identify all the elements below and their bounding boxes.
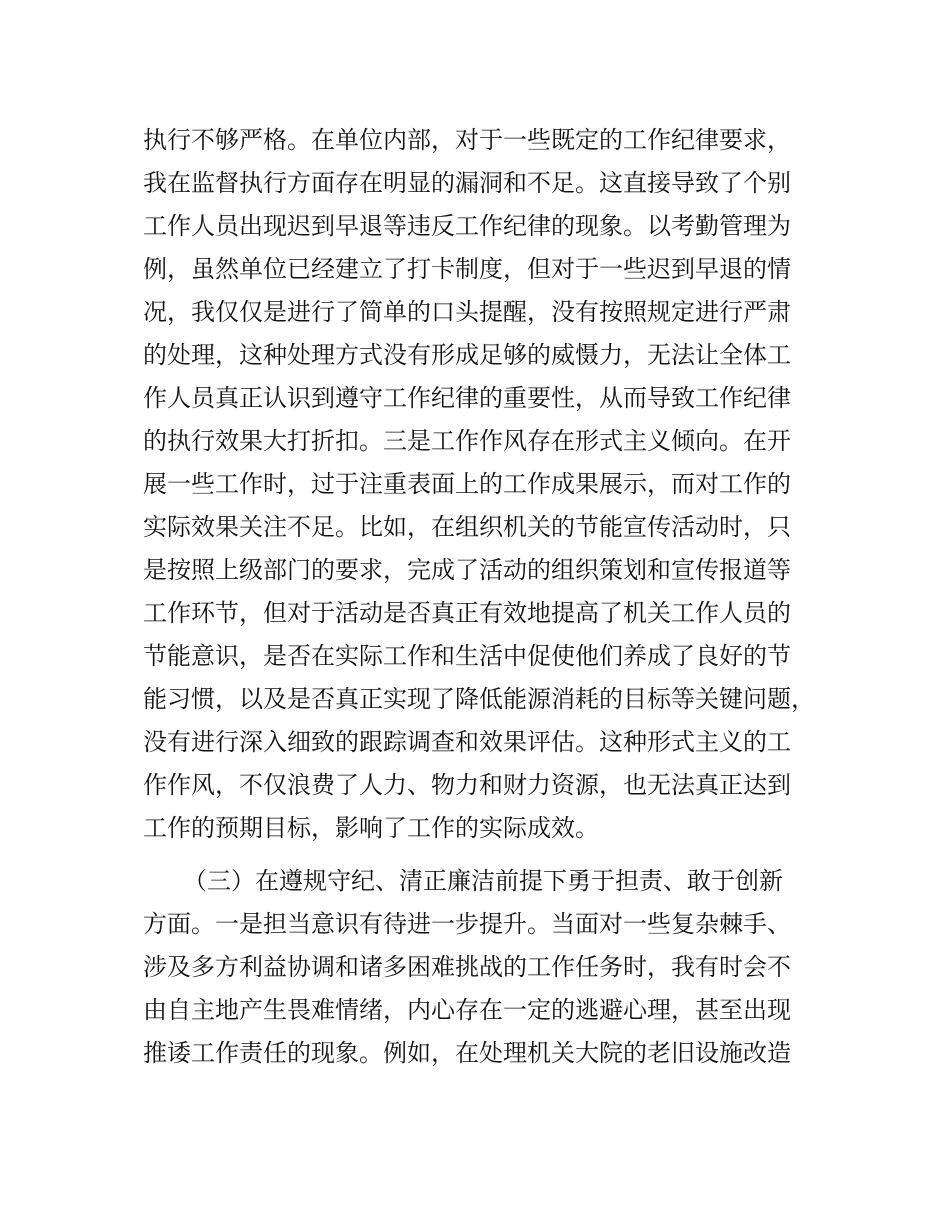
- text-line: 实际效果关注不足。比如，在组织机关的节能宣传活动时，只: [143, 513, 791, 541]
- text-line: 节能意识，是否在实际工作和生活中促使他们养成了良好的节: [143, 642, 791, 670]
- paragraph-1: [143, 119, 833, 850]
- text-line: 工作人员出现迟到早退等违反工作纪律的现象。以考勤管理为: [143, 212, 791, 240]
- text-line: 涉及多方利益协调和诸多困难挑战的工作任务时，我有时会不: [143, 953, 791, 981]
- document-body: [143, 119, 833, 1075]
- text-line: 的处理，这种处理方式没有形成足够的威慑力，无法让全体工: [143, 341, 791, 369]
- text-line: 作人员真正认识到遵守工作纪律的重要性，从而导致工作纪律: [143, 384, 791, 412]
- text-line: 工作的预期目标，影响了工作的实际成效。: [143, 814, 599, 842]
- text-line: 的执行效果大打折扣。三是工作作风存在形式主义倾向。在开: [143, 427, 791, 455]
- text-line: （三）在遵规守纪、清正廉洁前提下勇于担责、敢于创新: [183, 867, 783, 895]
- text-line: 我在监督执行方面存在明显的漏洞和不足。这直接导致了个别: [143, 169, 791, 197]
- paragraph-spacer: [143, 850, 833, 860]
- text-line: 执行不够严格。在单位内部，对于一些既定的工作纪律要求，: [143, 126, 791, 154]
- text-line: 没有进行深入细致的跟踪调查和效果评估。这种形式主义的工: [143, 728, 791, 756]
- text-line: 况，我仅仅是进行了简单的口头提醒，没有按照规定进行严肃: [143, 298, 791, 326]
- text-line: 展一些工作时，过于注重表面上的工作成果展示，而对工作的: [143, 470, 791, 498]
- paragraph-2: [143, 860, 833, 1075]
- text-line: 工作环节，但对于活动是否真正有效地提高了机关工作人员的: [143, 599, 791, 627]
- text-line: 例，虽然单位已经建立了打卡制度，但对于一些迟到早退的情: [143, 255, 791, 283]
- text-line: 是按照上级部门的要求，完成了活动的组织策划和宣传报道等: [143, 556, 791, 584]
- text-line: 由自主地产生畏难情绪，内心存在一定的逃避心理，甚至出现: [143, 996, 791, 1024]
- text-line: 方面。一是担当意识有待进一步提升。当面对一些复杂棘手、: [143, 910, 791, 938]
- text-line: 能习惯，以及是否真正实现了降低能源消耗的目标等关键问题，: [143, 685, 815, 713]
- text-line: 推诿工作责任的现象。例如，在处理机关大院的老旧设施改造: [143, 1039, 791, 1067]
- text-line: 作作风，不仅浪费了人力、物力和财力资源，也无法真正达到: [143, 771, 791, 799]
